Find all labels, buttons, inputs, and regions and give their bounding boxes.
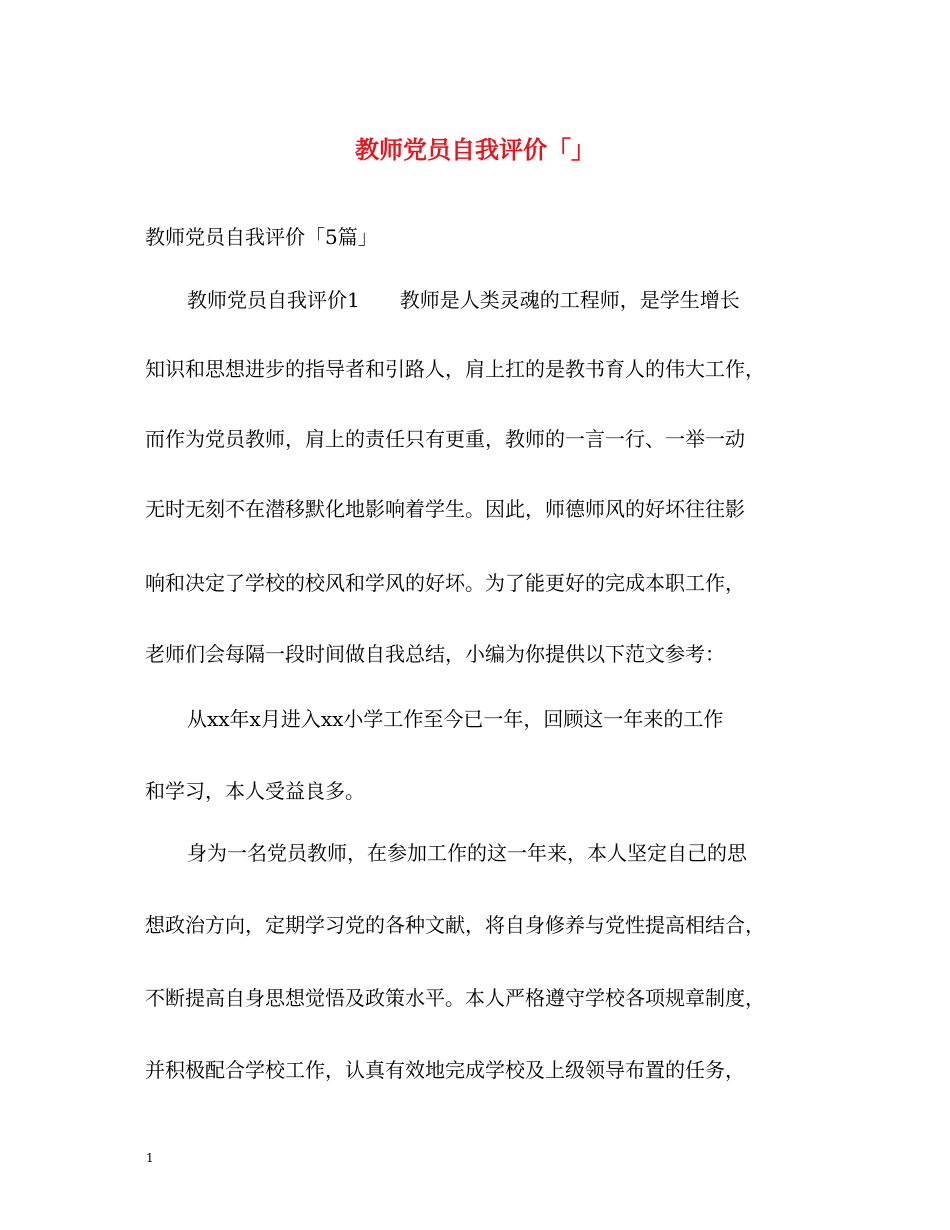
document-subtitle: 教师党员自我评价「5篇」 <box>145 225 378 249</box>
document-title: 教师党员自我评价「」 <box>355 135 595 164</box>
paragraph-line: 响和决定了学校的校风和学风的好坏。为了能更好的完成本职工作， <box>145 571 745 595</box>
paragraph-line: 而作为党员教师，肩上的责任只有更重，教师的一言一行、一举一动 <box>145 427 745 451</box>
paragraph-line: 教师党员自我评价1 教师是人类灵魂的工程师，是学生增长 <box>187 288 740 312</box>
paragraph-line: 从xx年x月进入xx小学工作至今已一年，回顾这一年来的工作 <box>187 707 724 731</box>
paragraph-line: 老师们会每隔一段时间做自我总结，小编为你提供以下范文参考： <box>145 642 725 666</box>
paragraph-line: 无时无刻不在潜移默化地影响着学生。因此，师德师风的好坏往往影 <box>145 497 745 521</box>
paragraph-line: 知识和思想进步的指导者和引路人，肩上扛的是教书育人的伟大工作， <box>145 357 765 381</box>
paragraph-line: 身为一名党员教师，在参加工作的这一年来，本人坚定自己的思 <box>187 841 747 865</box>
paragraph-line: 想政治方向，定期学习党的各种文献，将自身修养与党性提高相结合， <box>145 913 765 937</box>
paragraph-line: 和学习，本人受益良多。 <box>145 779 365 803</box>
page-number: 1 <box>146 1151 154 1165</box>
paragraph-line: 不断提高自身思想觉悟及政策水平。本人严格遵守学校各项规章制度， <box>145 986 765 1010</box>
paragraph-line: 并积极配合学校工作，认真有效地完成学校及上级领导布置的任务， <box>145 1058 745 1082</box>
